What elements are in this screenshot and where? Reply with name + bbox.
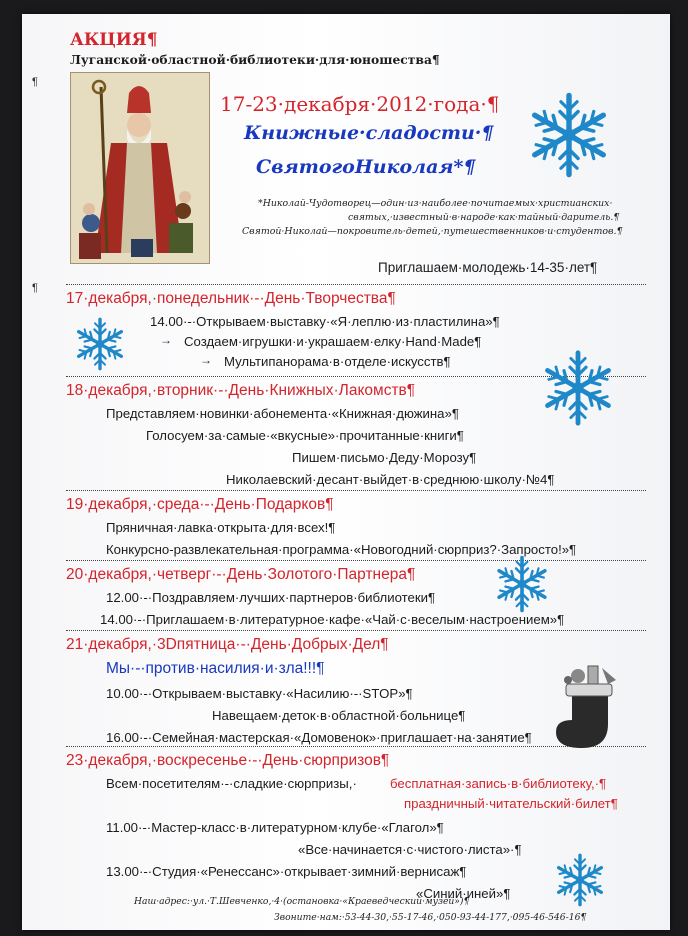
invite-text: Приглашаем·молодежь·14-35·лет¶ (378, 260, 598, 275)
section-divider (66, 630, 646, 631)
day-heading: 18·декабря,·вторник·-·День·Книжных·Лакомств¶ (66, 382, 416, 399)
day-line: Создаем·игрушки·и·украшаем·елку·Hand·Made¶ (184, 334, 482, 349)
day-subheading: Мы·-·против·насилия·и·зла!!!¶ (106, 660, 325, 677)
event-title-line1: Книжные·сладости·¶ (244, 122, 494, 144)
snowflake-icon (492, 554, 552, 614)
day-line: 12.00·-·Поздравляем·лучших·партнеров·библиотеки¶ (106, 590, 436, 605)
flyer-page (22, 14, 670, 930)
footer-address: Наш·адрес:·ул.·Т.Шевченко,·4·(остановка·«Краеведческий·музей»)¶ (134, 896, 470, 907)
day-line: Навещаем·деток·в·областной·больнице¶ (212, 708, 466, 723)
section-divider (66, 490, 646, 491)
snowflake-icon (72, 316, 128, 372)
library-name: Луганской·областной·библиотеки·для·юношества¶ (70, 52, 440, 67)
snowflake-icon (538, 348, 618, 428)
action-title: АКЦИЯ¶ (70, 30, 158, 50)
margin-pilcrow: ¶ (32, 76, 38, 88)
day-heading: 20·декабря,·четверг·-·День·Золотого·Партнера¶ (66, 566, 416, 583)
day-line: 14.00·-·Приглашаем·в·литературное·кафе·«Чай·с·веселым·настроением»¶ (100, 612, 565, 627)
day-heading: 17·декабря,·понедельник·-·День·Творчества¶ (66, 290, 396, 307)
day-line: Николаевский·десант·выйдет·в·среднюю·школу·№4¶ (226, 472, 555, 487)
day-line: 11.00·-·Мастер-класс·в·литературном·клубе·«Глагол»¶ (106, 820, 444, 835)
day-heading: 23·декабря,·воскресенье·-·День·сюрпризов¶ (66, 752, 390, 769)
arrow-bullet: → (200, 353, 212, 367)
saint-nicholas-illustration (70, 72, 210, 264)
day-heading: 19·декабря,·среда·-·День·Подарков¶ (66, 496, 334, 513)
snowflake-icon (552, 852, 608, 908)
snowflake-icon (524, 90, 614, 180)
day-line: Мультипанорама·в·отделе·искусств¶ (224, 354, 451, 369)
day-line: Конкурсно-развлекательная·программа·«Новогодний·сюрприз?·Запросто!»¶ (106, 542, 577, 557)
day-line: 13.00·-·Студия·«Ренессанс»·открывает·зимний·вернисаж¶ (106, 864, 467, 879)
event-title-line2: СвятогоНиколая*¶ (256, 156, 476, 178)
section-divider (66, 284, 646, 285)
day-line-highlight: бесплатная·запись·в·библиотеку,·¶ (390, 776, 607, 791)
day-line: 14.00·-·Открываем·выставку·«Я·леплю·из·пластилина»¶ (150, 314, 500, 329)
note-line2: святых,·известный·в·народе·как·тайный·даритель.¶ (348, 212, 620, 223)
note-line1: *Николай-Чудотворец—один·из·наиболее·почитаемых·христианских· (258, 198, 613, 209)
day-line: 16.00·-·Семейная·мастерская·«Домовенок»·приглашает·на·занятие¶ (106, 730, 532, 745)
day-line: Представляем·новинки·абонемента·«Книжная·дюжина»¶ (106, 406, 459, 421)
section-divider (66, 560, 646, 561)
gift-stocking-illustration (542, 662, 638, 763)
day-line: «Все·начинается·с·чистого·листа»·¶ (298, 842, 522, 857)
note-line3: Святой·Николай—покровитель·детей,·путешественников·и·студентов.¶ (242, 226, 623, 237)
day-line-highlight: праздничный·читательский·билет¶ (404, 796, 618, 811)
day-line: Пряничная·лавка·открыта·для·всех!¶ (106, 520, 336, 535)
event-dates: 17-23·декабря·2012·года·¶ (220, 92, 500, 116)
day-line: Голосуем·за·самые·«вкусные»·прочитанные·книги¶ (146, 428, 464, 443)
day-line: Пишем·письмо·Деду·Морозу¶ (292, 450, 477, 465)
footer-phones: Звоните·нам:·53-44-30,·55-17-46,·050-93-44-177,·095-46-546-16¶ (274, 912, 587, 923)
margin-pilcrow: ¶ (32, 282, 38, 294)
day-line: 10.00·-·Открываем·выставку·«Насилию·-·STOP»¶ (106, 686, 413, 701)
arrow-bullet: → (160, 333, 172, 347)
day-line: «Синий·иней»¶ (416, 886, 511, 901)
day-heading: 21·декабря,·3Dпятница·-·День·Добрых·Дел¶ (66, 636, 389, 653)
day-line: Всем·посетителям·-·сладкие·сюрпризы,· (106, 776, 357, 791)
